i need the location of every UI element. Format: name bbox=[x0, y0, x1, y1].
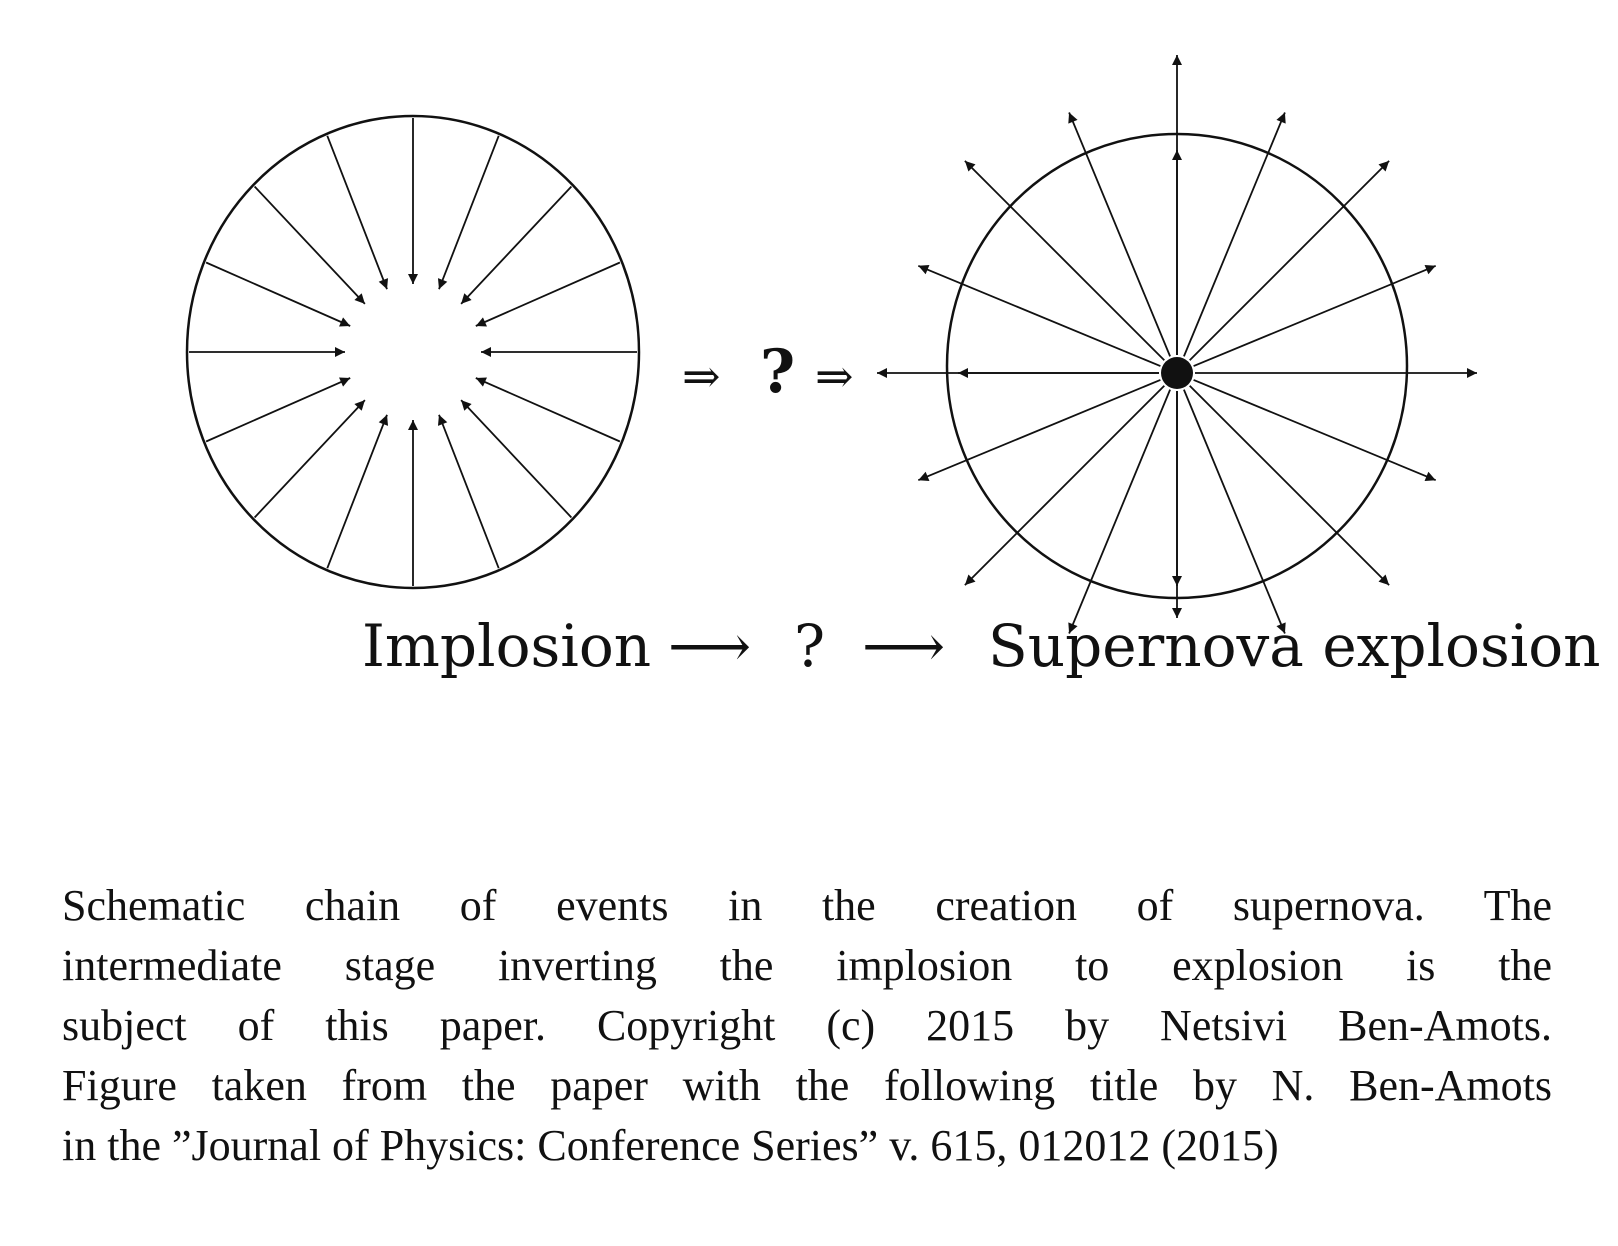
explosion-arrow bbox=[918, 266, 1160, 366]
implosion-arrow bbox=[327, 136, 387, 289]
caption-line-5: in the ”Journal of Physics: Conference Series” v. 615, 012012 (2015) bbox=[62, 1121, 1279, 1170]
explosion-arrow bbox=[1190, 386, 1389, 585]
explosion-arrow bbox=[1184, 113, 1285, 357]
explosion-arrow bbox=[918, 380, 1160, 480]
explosion-arrow bbox=[1194, 380, 1436, 480]
caption-line-2: intermediate stage inverting the implosion to explosion is the bbox=[62, 941, 1552, 990]
implosion-arrow bbox=[439, 415, 499, 568]
flow-supernova-label: Supernova explosion bbox=[988, 612, 1601, 680]
figure-caption bbox=[62, 876, 1552, 1176]
flow-question-mark: ? bbox=[794, 612, 826, 680]
implosion-arrow bbox=[476, 378, 620, 442]
caption-line-3: subject of this paper. Copyright (c) 2015 by Netsivi Ben-Amots. bbox=[62, 1001, 1552, 1050]
flow-arrow-1: ⟶ bbox=[668, 612, 752, 680]
explosion-arrow bbox=[1190, 161, 1389, 360]
transition-question-mark: ? bbox=[760, 337, 796, 407]
explosion-sphere bbox=[877, 55, 1477, 634]
double-arrow-left: ⇒ bbox=[682, 349, 721, 403]
explosion-arrow bbox=[965, 386, 1164, 585]
implosion-arrow bbox=[255, 400, 365, 517]
implosion-sphere bbox=[187, 116, 639, 588]
implosion-arrow bbox=[461, 400, 571, 517]
implosion-arrow bbox=[206, 263, 350, 327]
implosion-arrow bbox=[327, 415, 387, 568]
implosion-arrows bbox=[189, 118, 637, 586]
caption-line-1: Schematic chain of events in the creation of supernova. The bbox=[62, 881, 1552, 930]
implosion-arrow bbox=[255, 187, 365, 304]
flow-arrow-2: ⟶ bbox=[862, 612, 946, 680]
implosion-arrow bbox=[461, 187, 571, 304]
implosion-arrow bbox=[476, 263, 620, 327]
implosion-arrow bbox=[206, 378, 350, 442]
collapsed-core bbox=[1161, 357, 1193, 389]
flow-implosion-label: Implosion bbox=[362, 612, 652, 680]
explosion-arrows bbox=[877, 55, 1477, 634]
explosion-arrow bbox=[1194, 266, 1436, 366]
implosion-arrow bbox=[439, 136, 499, 289]
explosion-arrow bbox=[1069, 113, 1170, 357]
explosion-arrow bbox=[965, 161, 1164, 360]
double-arrow-right: ⇒ bbox=[815, 349, 854, 403]
caption-line-4: Figure taken from the paper with the following title by N. Ben-Amots bbox=[62, 1061, 1552, 1110]
